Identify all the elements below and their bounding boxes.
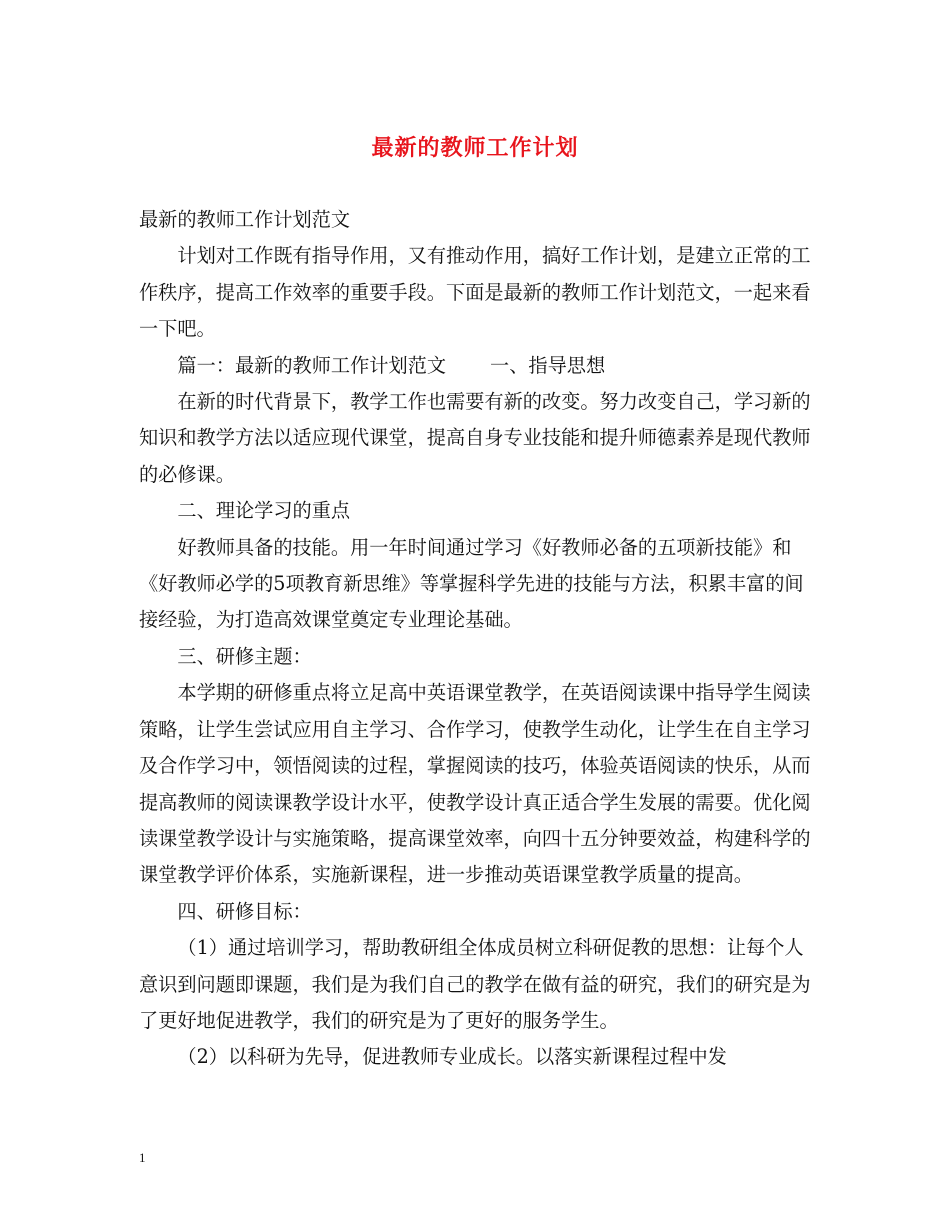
document-body bbox=[139, 202, 819, 1076]
page-number: 1 bbox=[139, 1150, 146, 1165]
section-label: 篇一：最新的教师工作计划范文 bbox=[177, 353, 447, 377]
heading-research-goals: 四、研修目标： bbox=[177, 899, 312, 923]
paragraph-goal-2: （2）以科研为先导，促进教师专业成长。以落实新课程过程中发 bbox=[177, 1045, 727, 1069]
intro-paragraph: 计划对工作既有指导作用，又有推动作用，搞好工作计划，是建立正常的工作秩序，提高工作效率的重要手段。下面是最新的教师工作计划范文，一起来看一下吧。 bbox=[139, 244, 811, 341]
heading-research-theme: 三、研修主题： bbox=[177, 644, 312, 668]
document-title: 最新的教师工作计划 bbox=[371, 135, 579, 161]
paragraph-guiding-thought: 在新的时代背景下，教学工作也需要有新的改变。努力改变自己，学习新的知识和教学方法以适应现代课堂，提高自身专业技能和提升师德素养是现代教师的必修课。 bbox=[139, 390, 811, 486]
paragraph-goal-1: （1）通过培训学习，帮助教研组全体成员树立科研促教的思想：让每个人意识到问题即课题，我们是为我们自己的教学在做有益的研究，我们的研究是为了更好地促进教学，我们的研究是为了更好的服务学生。 bbox=[139, 936, 811, 1032]
paragraph-research-theme: 本学期的研修重点将立足高中英语课堂教学，在英语阅读课中指导学生阅读策略，让学生尝试应用自主学习、合作学习，使教学生动化，让学生在自主学习及合作学习中，领悟阅读的过程，掌握阅读的技巧，体验英语阅读的快乐，从而提高教师的阅读课教学设计水平，使教学设计真正适合学生发展的需要。优化阅读课堂教学设计与实施策略，提高课堂效率，向四十五分钟要效益，构建科学的课堂教学评价体系，实施新课程，进一步推动英语课堂教学质量的提高。 bbox=[139, 681, 811, 887]
paragraph-theory-study: 好教师具备的技能。用一年时间通过学习《好教师必备的五项新技能》和《好教师必学的5项教育新思维》等掌握科学先进的技能与方法，积累丰富的间接经验，为打造高效课堂奠定专业理论基础。 bbox=[139, 535, 804, 632]
document-subtitle: 最新的教师工作计划范文 bbox=[139, 208, 351, 231]
heading-theory-study: 二、理论学习的重点 bbox=[177, 499, 351, 523]
heading-guiding-thought: 一、指导思想 bbox=[490, 353, 606, 377]
section-heading-line bbox=[139, 348, 819, 384]
